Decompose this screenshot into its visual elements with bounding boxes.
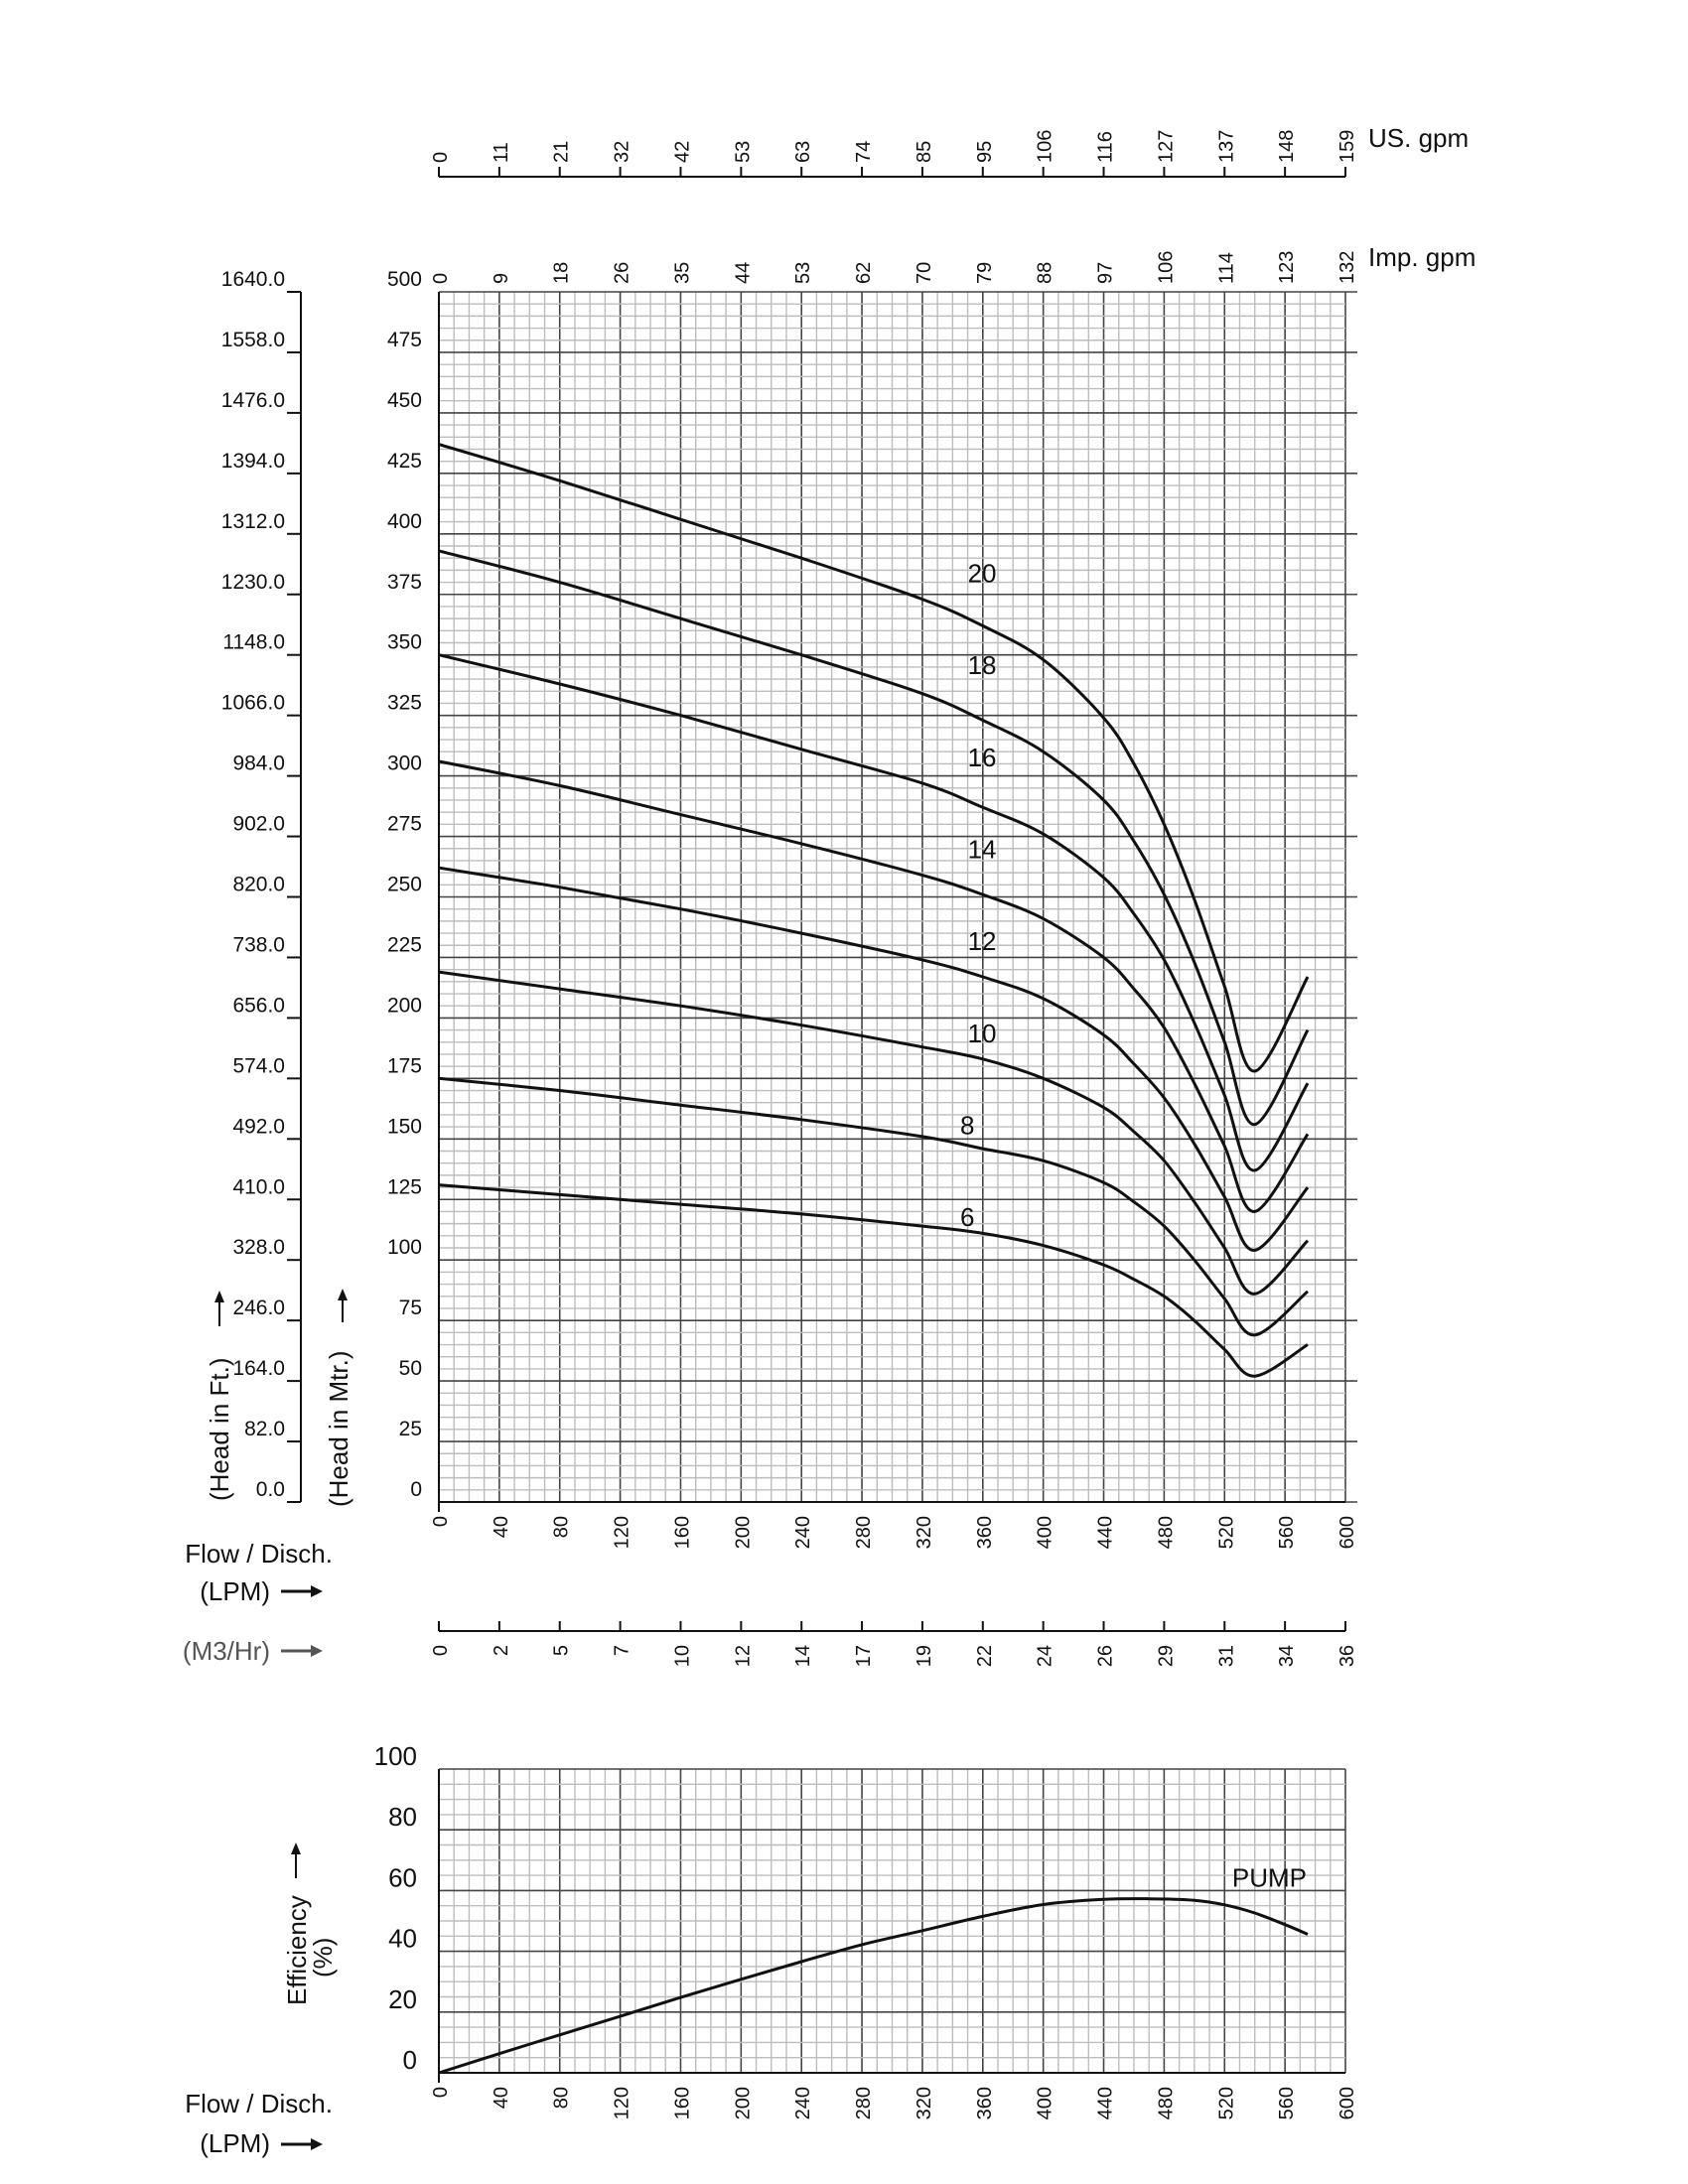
m3-tick-label: 2 (490, 1645, 512, 1657)
m3-tick-label: 19 (913, 1645, 935, 1668)
head-mtr-tick-label: 200 (386, 994, 422, 1018)
eff-x-tick-label: 400 (1034, 2087, 1056, 2120)
eff-y-tick-label: 80 (388, 1802, 417, 1833)
eff-x-tick-label: 360 (973, 2087, 996, 2120)
us-gpm-tick-label: 85 (913, 140, 935, 163)
us-gpm-tick-label: 74 (853, 140, 876, 163)
us-gpm-axis-label: US. gpm (1368, 123, 1470, 153)
us-gpm-tick-label: 53 (732, 140, 755, 163)
imp-gpm-tick-label: 35 (671, 261, 694, 284)
head-ft-tick-label: 1230.0 (220, 570, 285, 594)
lpm-label: (LPM) (200, 1576, 270, 1606)
imp-gpm-tick-label: 53 (792, 261, 815, 284)
axes (214, 167, 1345, 2150)
head-ft-tick-label: 1066.0 (220, 691, 285, 715)
us-gpm-tick-label: 127 (1155, 129, 1178, 163)
eff-lpm-label: (LPM) (200, 2128, 270, 2158)
head-mtr-tick-label: 300 (386, 751, 422, 775)
head-mtr-tick-label: 150 (386, 1115, 422, 1139)
head-mtr-tick-label: 375 (386, 570, 422, 594)
lpm-arrow-head (311, 1585, 323, 1597)
eff-x-tick-label: 40 (490, 2087, 512, 2110)
curve-label-18: 18 (967, 650, 997, 681)
head-ft-tick-label: 738.0 (232, 933, 285, 957)
head-ft-tick-label: 492.0 (232, 1115, 285, 1139)
efficiency-chart-grid (439, 1769, 1345, 2073)
curve-label-6: 6 (959, 1202, 975, 1233)
eff-y-tick-label: 40 (388, 1923, 417, 1954)
head-ft-tick-label: 410.0 (232, 1175, 285, 1199)
head-x-tick-label: 320 (913, 1516, 935, 1550)
curve-label-14: 14 (967, 834, 997, 865)
head-mtr-tick-label: 50 (398, 1357, 422, 1381)
eff-axis-title-line2: (%) (308, 1937, 338, 1978)
head-ft-tick-label: 164.0 (232, 1357, 285, 1381)
curves (439, 445, 1308, 2073)
head-ft-tick-label: 246.0 (232, 1297, 285, 1320)
eff-x-tick-label: 120 (611, 2087, 633, 2120)
imp-gpm-tick-label: 70 (913, 261, 935, 284)
head-mtr-tick-label: 25 (398, 1418, 422, 1441)
head-x-tick-label: 280 (853, 1516, 876, 1550)
eff-x-tick-label: 480 (1155, 2087, 1178, 2120)
head-mtr-tick-label: 0 (410, 1478, 422, 1501)
imp-gpm-tick-label: 132 (1336, 250, 1358, 284)
head-curve-16 (439, 655, 1308, 1170)
head-x-tick-label: 400 (1034, 1516, 1056, 1550)
head-chart-grid (439, 292, 1357, 1502)
efficiency-curve-label: PUMP (1231, 1862, 1307, 1893)
eff-arrow-head (291, 1843, 301, 1854)
imp-gpm-tick-label: 88 (1034, 261, 1056, 284)
head-x-tick-label: 0 (430, 1516, 452, 1528)
imp-gpm-tick-label: 106 (1155, 250, 1178, 284)
efficiency-curve (439, 1899, 1308, 2073)
curve-label-12: 12 (967, 926, 997, 957)
us-gpm-tick-label: 0 (430, 151, 452, 163)
head-ft-tick-label: 1476.0 (220, 388, 285, 412)
m3-label: (M3/Hr) (182, 1636, 270, 1666)
head-x-tick-label: 440 (1094, 1516, 1117, 1550)
eff-y-tick-label: 100 (373, 1741, 417, 1771)
m3-tick-label: 0 (430, 1645, 452, 1657)
us-gpm-tick-label: 148 (1276, 129, 1299, 163)
head-mtr-tick-label: 400 (386, 509, 422, 533)
m3-tick-label: 12 (732, 1645, 755, 1668)
eff-x-tick-label: 280 (853, 2087, 876, 2120)
head-ft-axis-title: (Head in Ft.) (205, 1357, 234, 1501)
head-x-tick-label: 240 (792, 1516, 815, 1550)
head-ft-arrow-head (214, 1291, 224, 1302)
head-ft-tick-label: 984.0 (232, 751, 285, 775)
m3-tick-label: 5 (550, 1645, 573, 1657)
head-mtr-tick-label: 250 (386, 873, 422, 896)
curve-label-10: 10 (967, 1018, 997, 1048)
head-mtr-tick-label: 175 (386, 1054, 422, 1078)
us-gpm-tick-label: 137 (1215, 129, 1238, 163)
us-gpm-tick-label: 21 (550, 140, 573, 163)
head-ft-tick-label: 82.0 (244, 1418, 285, 1441)
m3-arrow-head (311, 1645, 323, 1657)
head-x-tick-label: 360 (973, 1516, 996, 1550)
us-gpm-tick-label: 106 (1034, 129, 1056, 163)
eff-axis-title-line1: Efficiency (282, 1895, 312, 2005)
head-x-tick-label: 80 (550, 1516, 573, 1539)
head-ft-tick-label: 574.0 (232, 1054, 285, 1078)
us-gpm-tick-label: 42 (671, 140, 694, 163)
eff-flow-label: Flow / Disch. (185, 2089, 333, 2118)
head-curve-10 (439, 972, 1308, 1294)
head-mtr-tick-label: 225 (386, 933, 422, 957)
head-mtr-tick-label: 425 (386, 449, 422, 473)
us-gpm-tick-label: 63 (792, 140, 815, 163)
head-mtr-arrow-head (338, 1289, 348, 1300)
head-ft-tick-label: 656.0 (232, 994, 285, 1018)
eff-x-tick-label: 240 (792, 2087, 815, 2120)
us-gpm-tick-label: 159 (1336, 129, 1358, 163)
m3-tick-label: 34 (1276, 1645, 1299, 1668)
head-mtr-tick-label: 450 (386, 388, 422, 412)
m3-tick-label: 24 (1034, 1645, 1056, 1668)
curve-label-8: 8 (959, 1110, 975, 1141)
eff-x-tick-label: 80 (550, 2087, 573, 2110)
us-gpm-tick-label: 95 (973, 140, 996, 163)
head-x-tick-label: 160 (671, 1516, 694, 1550)
head-ft-tick-label: 820.0 (232, 873, 285, 896)
m3-tick-label: 29 (1155, 1645, 1178, 1668)
head-x-tick-label: 600 (1336, 1516, 1358, 1550)
eff-x-tick-label: 440 (1094, 2087, 1117, 2120)
eff-x-tick-label: 0 (430, 2087, 452, 2099)
m3-tick-label: 7 (611, 1645, 633, 1657)
head-curve-6 (439, 1185, 1308, 1377)
m3-tick-label: 26 (1094, 1645, 1117, 1668)
head-mtr-tick-label: 475 (386, 328, 422, 351)
eff-lpm-arrow-head (311, 2138, 323, 2150)
imp-gpm-tick-label: 79 (973, 261, 996, 284)
m3-tick-label: 17 (853, 1645, 876, 1668)
eff-x-tick-label: 560 (1276, 2087, 1299, 2120)
eff-y-tick-label: 20 (388, 1983, 417, 2014)
head-ft-tick-label: 1394.0 (220, 449, 285, 473)
head-ft-tick-label: 1148.0 (222, 630, 285, 654)
m3-tick-label: 31 (1215, 1645, 1238, 1668)
m3-tick-label: 10 (671, 1645, 694, 1668)
labels (183, 123, 1476, 2158)
us-gpm-tick-label: 32 (611, 140, 633, 163)
eff-x-tick-label: 320 (913, 2087, 935, 2120)
head-mtr-tick-label: 275 (386, 812, 422, 836)
m3-tick-label: 22 (973, 1645, 996, 1668)
imp-gpm-tick-label: 97 (1094, 261, 1117, 284)
head-x-tick-label: 560 (1276, 1516, 1299, 1550)
head-mtr-tick-label: 350 (386, 630, 422, 654)
head-mtr-tick-label: 325 (386, 691, 422, 715)
head-ft-tick-label: 0.0 (255, 1478, 285, 1501)
head-ft-tick-label: 902.0 (232, 812, 285, 836)
imp-gpm-tick-label: 114 (1215, 252, 1238, 284)
eff-y-tick-label: 0 (402, 2045, 417, 2075)
imp-gpm-tick-label: 9 (490, 272, 512, 284)
head-ft-tick-label: 1558.0 (220, 328, 285, 351)
imp-gpm-tick-label: 123 (1276, 250, 1299, 284)
head-ft-tick-label: 1312.0 (220, 509, 285, 533)
head-mtr-tick-label: 125 (386, 1175, 422, 1199)
head-ft-tick-label: 1640.0 (220, 268, 285, 291)
head-mtr-tick-label: 100 (386, 1236, 422, 1260)
imp-gpm-tick-label: 62 (853, 261, 876, 284)
head-mtr-tick-label: 75 (398, 1297, 422, 1320)
eff-x-tick-label: 600 (1336, 2087, 1358, 2120)
imp-gpm-axis-label: Imp. gpm (1368, 242, 1477, 272)
flow-label: Flow / Disch. (185, 1539, 333, 1569)
head-x-tick-label: 520 (1215, 1516, 1238, 1550)
us-gpm-tick-label: 116 (1094, 131, 1117, 163)
eff-x-tick-label: 520 (1215, 2087, 1238, 2120)
head-x-tick-label: 480 (1155, 1516, 1178, 1550)
imp-gpm-tick-label: 44 (732, 261, 755, 284)
head-mtr-axis-title: (Head in Mtr.) (324, 1350, 353, 1507)
head-x-tick-label: 40 (490, 1516, 512, 1539)
head-mtr-tick-label: 500 (386, 268, 422, 291)
head-ft-tick-label: 328.0 (232, 1236, 285, 1260)
curve-label-16: 16 (967, 742, 997, 772)
curve-label-20: 20 (967, 558, 997, 589)
eff-x-tick-label: 200 (732, 2087, 755, 2120)
us-gpm-tick-label: 11 (490, 142, 512, 163)
head-curve-20 (439, 445, 1308, 1071)
eff-x-tick-label: 160 (671, 2087, 694, 2120)
head-x-tick-label: 200 (732, 1516, 755, 1550)
m3-tick-label: 36 (1336, 1645, 1358, 1668)
m3-tick-label: 14 (792, 1645, 815, 1668)
imp-gpm-tick-label: 0 (430, 272, 452, 284)
imp-gpm-tick-label: 26 (611, 261, 633, 284)
head-x-tick-label: 120 (611, 1516, 633, 1550)
eff-y-tick-label: 60 (388, 1862, 417, 1893)
imp-gpm-tick-label: 18 (550, 261, 573, 284)
